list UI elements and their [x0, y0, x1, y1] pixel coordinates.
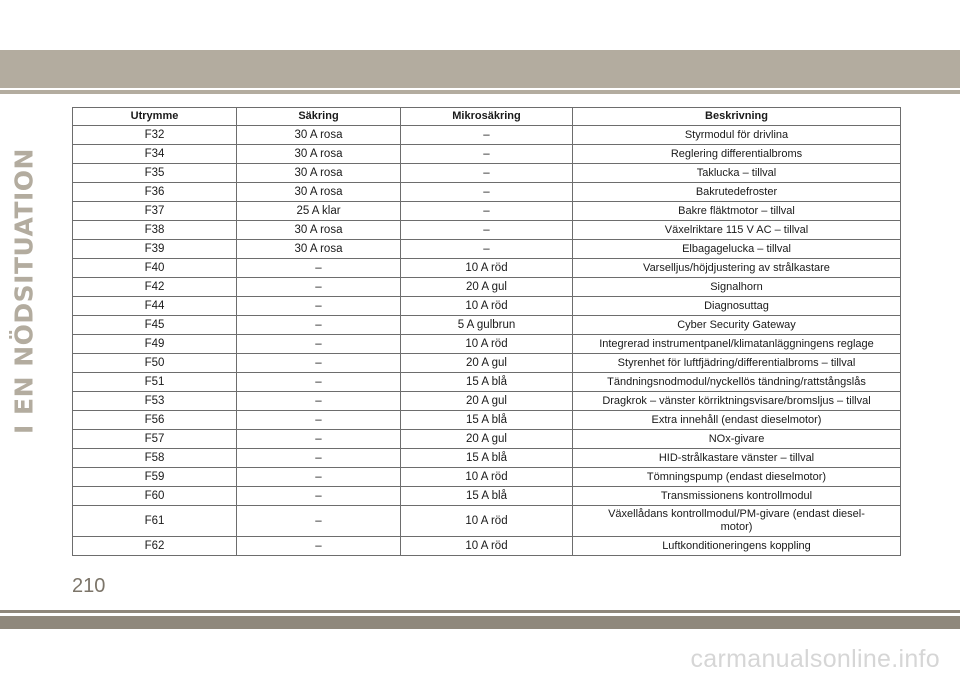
table-row	[73, 297, 901, 316]
cell-description: Elbagagelucka – tillval	[573, 240, 901, 259]
cell-microfuse: –	[401, 183, 573, 202]
cell-description: Integrerad instrumentpanel/klimatanläggningens reglage	[573, 335, 901, 354]
cell-space: F61	[73, 506, 237, 537]
table-row	[73, 537, 901, 556]
cell-microfuse: 15 A blå	[401, 411, 573, 430]
cell-description: Luftkonditioneringens koppling	[573, 537, 901, 556]
cell-microfuse: –	[401, 202, 573, 221]
cell-description: NOx-givare	[573, 430, 901, 449]
page-number: 210	[72, 575, 106, 597]
cell-space: F35	[73, 164, 237, 183]
cell-microfuse: –	[401, 221, 573, 240]
table-row	[73, 164, 901, 183]
cell-description: Varselljus/höjdjustering av strålkastare	[573, 259, 901, 278]
cell-description: Dragkrok – vänster körriktningsvisare/bromsljus – tillval	[573, 392, 901, 411]
cell-description: Cyber Security Gateway	[573, 316, 901, 335]
table-row	[73, 278, 901, 297]
cell-fuse: –	[237, 468, 401, 487]
cell-fuse: –	[237, 487, 401, 506]
table-row	[73, 373, 901, 392]
cell-space: F49	[73, 335, 237, 354]
cell-microfuse: 10 A röd	[401, 335, 573, 354]
table-row	[73, 202, 901, 221]
cell-space: F53	[73, 392, 237, 411]
cell-microfuse: 15 A blå	[401, 373, 573, 392]
cell-microfuse: 10 A röd	[401, 468, 573, 487]
cell-description: Styrenhet för luftfjädring/differentialbroms – tillval	[573, 354, 901, 373]
cell-fuse: 30 A rosa	[237, 126, 401, 145]
cell-description: Bakre fläktmotor – tillval	[573, 202, 901, 221]
cell-microfuse: 10 A röd	[401, 297, 573, 316]
cell-microfuse: 15 A blå	[401, 449, 573, 468]
cell-fuse: –	[237, 354, 401, 373]
table-row	[73, 468, 901, 487]
cell-space: F59	[73, 468, 237, 487]
cell-fuse: –	[237, 430, 401, 449]
header-cell-description: Beskrivning	[573, 108, 901, 126]
cell-fuse: 30 A rosa	[237, 164, 401, 183]
table-row	[73, 430, 901, 449]
cell-microfuse: –	[401, 240, 573, 259]
cell-space: F39	[73, 240, 237, 259]
cell-description: Taklucka – tillval	[573, 164, 901, 183]
cell-space: F60	[73, 487, 237, 506]
header-cell-fuse: Säkring	[237, 108, 401, 126]
fuse-table-body	[73, 126, 901, 556]
cell-description: Växellådans kontrollmodul/PM-givare (endast diesel- motor)	[573, 506, 901, 537]
cell-microfuse: 20 A gul	[401, 430, 573, 449]
cell-fuse: –	[237, 259, 401, 278]
cell-microfuse: –	[401, 145, 573, 164]
cell-microfuse: 20 A gul	[401, 278, 573, 297]
cell-microfuse: –	[401, 164, 573, 183]
cell-description: Signalhorn	[573, 278, 901, 297]
cell-description: Styrmodul för drivlina	[573, 126, 901, 145]
cell-description: Växelriktare 115 V AC – tillval	[573, 221, 901, 240]
table-row	[73, 240, 901, 259]
table-row	[73, 316, 901, 335]
header-cell-microfuse: Mikrosäkring	[401, 108, 573, 126]
table-row	[73, 145, 901, 164]
table-row	[73, 335, 901, 354]
cell-space: F36	[73, 183, 237, 202]
cell-space: F51	[73, 373, 237, 392]
cell-space: F50	[73, 354, 237, 373]
cell-microfuse: 10 A röd	[401, 506, 573, 537]
cell-fuse: –	[237, 316, 401, 335]
fuse-table	[72, 107, 901, 556]
cell-space: F57	[73, 430, 237, 449]
cell-description: Transmissionens kontrollmodul	[573, 487, 901, 506]
footer-line	[0, 610, 960, 613]
watermark-text: carmanualsonline.info	[690, 645, 940, 673]
cell-microfuse: 10 A röd	[401, 259, 573, 278]
cell-space: F45	[73, 316, 237, 335]
footer-band	[0, 616, 960, 629]
cell-fuse: –	[237, 335, 401, 354]
table-row	[73, 354, 901, 373]
table-row	[73, 183, 901, 202]
header-cell-space: Utrymme	[73, 108, 237, 126]
cell-description: Tömningspump (endast dieselmotor)	[573, 468, 901, 487]
cell-fuse: –	[237, 278, 401, 297]
cell-fuse: 25 A klar	[237, 202, 401, 221]
table-row	[73, 449, 901, 468]
cell-fuse: –	[237, 392, 401, 411]
cell-fuse: –	[237, 411, 401, 430]
header-divider	[0, 90, 960, 94]
cell-fuse: 30 A rosa	[237, 183, 401, 202]
cell-fuse: –	[237, 297, 401, 316]
cell-description: Tändningsnodmodul/nyckellös tändning/rattstångslås	[573, 373, 901, 392]
table-row	[73, 126, 901, 145]
cell-space: F34	[73, 145, 237, 164]
cell-space: F56	[73, 411, 237, 430]
cell-space: F44	[73, 297, 237, 316]
cell-space: F32	[73, 126, 237, 145]
table-row	[73, 506, 901, 537]
table-row	[73, 411, 901, 430]
cell-fuse: 30 A rosa	[237, 145, 401, 164]
cell-description: Reglering differentialbroms	[573, 145, 901, 164]
cell-description: Extra innehåll (endast dieselmotor)	[573, 411, 901, 430]
cell-space: F40	[73, 259, 237, 278]
cell-fuse: –	[237, 537, 401, 556]
cell-space: F58	[73, 449, 237, 468]
cell-space: F62	[73, 537, 237, 556]
table-row	[73, 259, 901, 278]
table-row	[73, 221, 901, 240]
table-row	[73, 392, 901, 411]
cell-description: Bakrutedefroster	[573, 183, 901, 202]
cell-fuse: –	[237, 373, 401, 392]
cell-microfuse: 20 A gul	[401, 354, 573, 373]
cell-microfuse: 20 A gul	[401, 392, 573, 411]
cell-fuse: –	[237, 506, 401, 537]
header-band	[0, 50, 960, 88]
cell-fuse: 30 A rosa	[237, 240, 401, 259]
table-header-row	[73, 108, 901, 126]
cell-microfuse: –	[401, 126, 573, 145]
cell-space: F42	[73, 278, 237, 297]
cell-microfuse: 5 A gulbrun	[401, 316, 573, 335]
cell-description: Diagnosuttag	[573, 297, 901, 316]
cell-fuse: 30 A rosa	[237, 221, 401, 240]
section-side-title: I EN NÖDSITUATION	[9, 148, 39, 434]
cell-microfuse: 10 A röd	[401, 537, 573, 556]
cell-space: F37	[73, 202, 237, 221]
cell-microfuse: 15 A blå	[401, 487, 573, 506]
cell-space: F38	[73, 221, 237, 240]
cell-description: HID-strålkastare vänster – tillval	[573, 449, 901, 468]
cell-fuse: –	[237, 449, 401, 468]
table-row	[73, 487, 901, 506]
